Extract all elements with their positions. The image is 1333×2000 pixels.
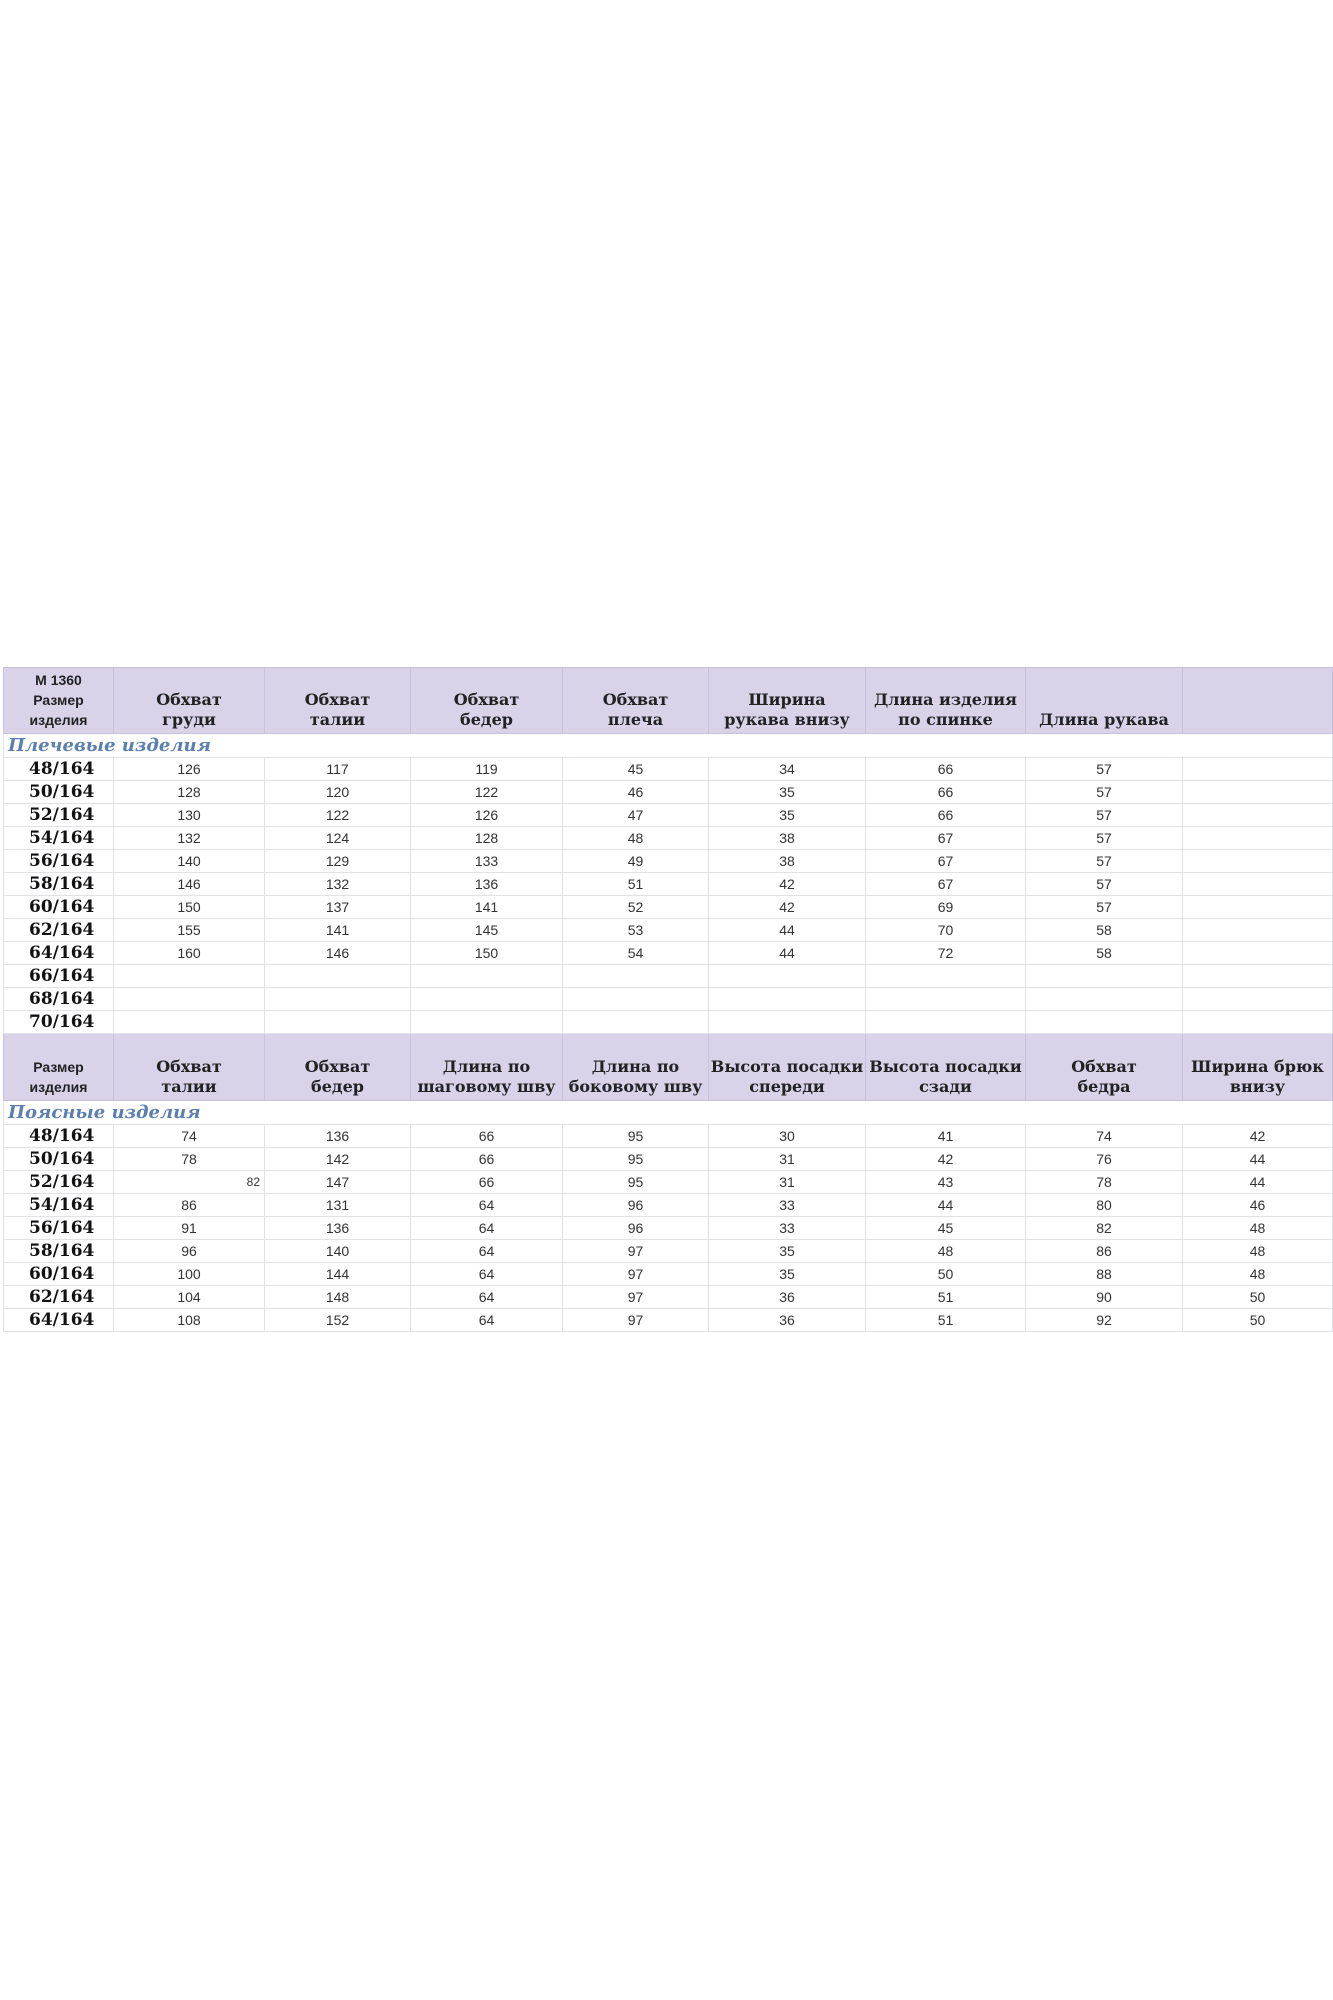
column-header [114,1034,265,1101]
value-cell [1183,988,1333,1011]
value-cell: 34 [709,758,866,781]
value-cell: 96 [114,1240,265,1263]
value-cell: 128 [114,781,265,804]
lower-header-row [4,1034,1333,1101]
column-header [1026,668,1183,734]
size-cell: 54/164 [4,1194,114,1217]
value-cell [1183,804,1333,827]
value-cell: 150 [114,896,265,919]
value-cell: 91 [114,1217,265,1240]
column-header-line: шаговому шву [417,1077,556,1096]
size-cell: 70/164 [4,1011,114,1034]
table-row [4,919,1333,942]
value-cell: 95 [563,1171,709,1194]
value-cell: 66 [866,804,1026,827]
value-cell: 82 [1026,1217,1183,1240]
value-cell: 42 [1183,1125,1333,1148]
value-cell: 35 [709,781,866,804]
value-cell [265,1011,411,1034]
value-cell: 160 [114,942,265,965]
value-cell: 66 [411,1171,563,1194]
value-cell: 48 [1183,1240,1333,1263]
column-header-line: спереди [749,1077,825,1096]
value-cell: 150 [411,942,563,965]
value-cell: 97 [563,1263,709,1286]
value-cell: 46 [563,781,709,804]
value-cell [1183,1011,1333,1034]
value-cell: 43 [866,1171,1026,1194]
column-header-line: Обхват [304,690,371,709]
size-cell: 56/164 [4,850,114,873]
table-row [4,1240,1333,1263]
size-cell: 56/164 [4,1217,114,1240]
table-row [4,965,1333,988]
table-row [4,1011,1333,1034]
value-cell: 132 [265,873,411,896]
upper-section-row [4,734,1333,758]
size-cell: 52/164 [4,1171,114,1194]
value-cell [411,965,563,988]
value-cell: 92 [1026,1309,1183,1332]
value-cell: 51 [866,1286,1026,1309]
column-header-line: Обхват [156,690,222,709]
value-cell: 136 [411,873,563,896]
value-cell: 49 [563,850,709,873]
value-cell: 64 [411,1286,563,1309]
value-cell: 44 [1183,1148,1333,1171]
value-cell: 78 [1026,1171,1183,1194]
size-cell: 48/164 [4,758,114,781]
table-row [4,804,1333,827]
value-cell: 57 [1026,781,1183,804]
size-column-header [4,1034,114,1101]
value-cell: 51 [866,1309,1026,1332]
table-row [4,988,1333,1011]
value-cell: 146 [114,873,265,896]
column-header-line: Обхват [1071,1057,1137,1076]
table-row [4,850,1333,873]
value-cell: 48 [563,827,709,850]
size-cell: 50/164 [4,781,114,804]
column-header-line: бедер [460,710,513,729]
value-cell [563,965,709,988]
value-cell: 152 [265,1309,411,1332]
value-cell: 124 [265,827,411,850]
value-cell: 31 [709,1148,866,1171]
value-cell: 30 [709,1125,866,1148]
size-cell: 54/164 [4,827,114,850]
value-cell: 44 [709,942,866,965]
value-cell: 117 [265,758,411,781]
value-cell [1183,781,1333,804]
column-header [866,668,1026,734]
value-cell: 52 [563,896,709,919]
value-cell: 86 [114,1194,265,1217]
value-cell: 82 [114,1171,265,1194]
size-cell: 62/164 [4,919,114,942]
value-cell: 69 [866,896,1026,919]
value-cell: 96 [563,1217,709,1240]
value-cell [709,988,866,1011]
value-cell [1183,942,1333,965]
value-cell [563,1011,709,1034]
table-row [4,1217,1333,1240]
table-row [4,1309,1333,1332]
value-cell: 137 [265,896,411,919]
column-header-line: Ширина [748,690,826,709]
value-cell: 44 [709,919,866,942]
value-cell [1183,896,1333,919]
table-row [4,781,1333,804]
column-header-line: Длина рукава [1039,710,1169,729]
value-cell: 33 [709,1217,866,1240]
column-header-line: боковому шву [568,1077,703,1096]
table-row [4,827,1333,850]
value-cell: 64 [411,1217,563,1240]
table-row [4,1286,1333,1309]
value-cell: 48 [1183,1263,1333,1286]
value-cell: 35 [709,1263,866,1286]
value-cell: 64 [411,1194,563,1217]
value-cell: 80 [1026,1194,1183,1217]
table-row [4,896,1333,919]
value-cell: 66 [411,1125,563,1148]
value-cell [1183,965,1333,988]
value-cell: 66 [866,758,1026,781]
size-cell: 68/164 [4,988,114,1011]
value-cell: 57 [1026,758,1183,781]
value-cell: 146 [265,942,411,965]
value-cell: 140 [114,850,265,873]
size-cell: 58/164 [4,873,114,896]
column-header [265,1034,411,1101]
column-header-line: рукава внизу [724,710,850,729]
size-cell: 62/164 [4,1286,114,1309]
value-cell: 140 [265,1240,411,1263]
value-cell: 95 [563,1148,709,1171]
value-cell: 64 [411,1240,563,1263]
value-cell: 64 [411,1309,563,1332]
value-cell: 74 [114,1125,265,1148]
value-cell [709,965,866,988]
value-cell: 33 [709,1194,866,1217]
value-cell: 90 [1026,1286,1183,1309]
size-cell: 60/164 [4,896,114,919]
value-cell: 97 [563,1309,709,1332]
table-row [4,758,1333,781]
value-cell: 67 [866,873,1026,896]
value-cell [411,988,563,1011]
size-cell: 64/164 [4,942,114,965]
size-header-line: Размер [33,1059,84,1075]
value-cell [709,1011,866,1034]
value-cell [1183,919,1333,942]
value-cell [1183,873,1333,896]
value-cell [866,988,1026,1011]
value-cell: 66 [411,1148,563,1171]
value-cell: 42 [709,873,866,896]
column-header [1026,1034,1183,1101]
column-header-line: плеча [607,710,664,729]
column-header [563,1034,709,1101]
value-cell: 95 [563,1125,709,1148]
column-header-line: груди [162,710,216,729]
value-cell: 97 [563,1240,709,1263]
column-header-line: Высота посадки [869,1057,1022,1076]
value-cell: 97 [563,1286,709,1309]
column-header-line: Длина по [591,1057,680,1076]
size-cell: 52/164 [4,804,114,827]
value-cell: 129 [265,850,411,873]
value-cell: 36 [709,1309,866,1332]
column-header [411,668,563,734]
column-header [411,1034,563,1101]
value-cell: 144 [265,1263,411,1286]
size-cell: 58/164 [4,1240,114,1263]
value-cell [1183,758,1333,781]
table-row [4,942,1333,965]
value-cell: 42 [866,1148,1026,1171]
size-header-line: Размер [33,692,84,708]
value-cell: 46 [1183,1194,1333,1217]
value-cell: 136 [265,1217,411,1240]
size-cell: 64/164 [4,1309,114,1332]
value-cell: 108 [114,1309,265,1332]
value-cell: 142 [265,1148,411,1171]
value-cell: 53 [563,919,709,942]
column-header-line: по спинке [898,710,993,729]
value-cell: 72 [866,942,1026,965]
value-cell: 38 [709,827,866,850]
value-cell [866,965,1026,988]
lower-section-row [4,1101,1333,1125]
value-cell: 57 [1026,873,1183,896]
value-cell [1183,827,1333,850]
value-cell: 70 [866,919,1026,942]
column-header-line: Ширина брюк [1191,1057,1324,1076]
value-cell: 51 [563,873,709,896]
value-cell: 35 [709,804,866,827]
value-cell: 88 [1026,1263,1183,1286]
value-cell: 130 [114,804,265,827]
value-cell: 141 [411,896,563,919]
column-header [1183,668,1333,734]
value-cell: 44 [1183,1171,1333,1194]
value-cell: 76 [1026,1148,1183,1171]
table-row [4,1194,1333,1217]
value-cell: 38 [709,850,866,873]
value-cell: 41 [866,1125,1026,1148]
column-header-line: Длина по [442,1057,531,1076]
column-header-line: бедра [1077,1077,1131,1096]
value-cell: 48 [1183,1217,1333,1240]
value-cell: 145 [411,919,563,942]
column-header-line: сзади [919,1077,972,1096]
table-row [4,873,1333,896]
value-cell: 122 [265,804,411,827]
value-cell: 104 [114,1286,265,1309]
column-header-line: Обхват [453,690,520,709]
value-cell: 64 [411,1263,563,1286]
value-cell: 126 [411,804,563,827]
column-header-line: талии [161,1077,217,1096]
value-cell: 57 [1026,850,1183,873]
value-cell [114,1011,265,1034]
column-header-line: Длина изделия [874,690,1017,709]
value-cell [563,988,709,1011]
value-cell: 31 [709,1171,866,1194]
value-cell [1026,988,1183,1011]
section-label: Поясные изделия [4,1101,1333,1125]
value-cell: 126 [114,758,265,781]
section-label: Плечевые изделия [4,734,1333,758]
value-cell: 58 [1026,919,1183,942]
value-cell: 57 [1026,804,1183,827]
value-cell: 96 [563,1194,709,1217]
table-row [4,1125,1333,1148]
column-header-line: Обхват [602,690,669,709]
column-header-line: бедер [311,1077,364,1096]
value-cell: 155 [114,919,265,942]
column-header [563,668,709,734]
value-cell [265,965,411,988]
size-header-line: изделия [29,1079,88,1095]
value-cell: 132 [114,827,265,850]
value-cell [114,965,265,988]
column-header [709,1034,866,1101]
column-header-line: талии [309,710,366,729]
size-chart [3,667,1332,1332]
column-header [114,668,265,734]
column-header [265,668,411,734]
value-cell: 66 [866,781,1026,804]
size-cell: 66/164 [4,965,114,988]
column-header [1183,1034,1333,1101]
value-cell: 58 [1026,942,1183,965]
size-table [3,667,1333,1332]
value-cell: 35 [709,1240,866,1263]
model-number: М 1360 [35,672,82,688]
value-cell: 86 [1026,1240,1183,1263]
value-cell: 67 [866,827,1026,850]
value-cell: 45 [563,758,709,781]
value-cell: 136 [265,1125,411,1148]
table-row [4,1148,1333,1171]
column-header-line: Высота посадки [710,1057,864,1076]
value-cell: 42 [709,896,866,919]
value-cell: 50 [866,1263,1026,1286]
value-cell: 133 [411,850,563,873]
value-cell: 45 [866,1217,1026,1240]
value-cell: 54 [563,942,709,965]
size-header-line: изделия [29,712,88,728]
value-cell: 131 [265,1194,411,1217]
value-cell [866,1011,1026,1034]
value-cell: 50 [1183,1309,1333,1332]
value-cell: 148 [265,1286,411,1309]
value-cell [411,1011,563,1034]
value-cell: 36 [709,1286,866,1309]
size-cell: 60/164 [4,1263,114,1286]
column-header-line: внизу [1229,1077,1286,1096]
size-column-header [4,668,114,734]
value-cell: 47 [563,804,709,827]
upper-header-row [4,668,1333,734]
value-cell: 67 [866,850,1026,873]
value-cell [265,988,411,1011]
column-header-line: Обхват [156,1057,222,1076]
value-cell: 128 [411,827,563,850]
value-cell [1026,1011,1183,1034]
column-header [709,668,866,734]
value-cell: 119 [411,758,563,781]
value-cell: 44 [866,1194,1026,1217]
table-row [4,1263,1333,1286]
value-cell: 57 [1026,827,1183,850]
value-cell: 122 [411,781,563,804]
value-cell: 57 [1026,896,1183,919]
value-cell [114,988,265,1011]
value-cell: 78 [114,1148,265,1171]
size-cell: 48/164 [4,1125,114,1148]
value-cell: 141 [265,919,411,942]
column-header-line: Обхват [304,1057,371,1076]
value-cell: 147 [265,1171,411,1194]
value-cell: 100 [114,1263,265,1286]
value-cell [1026,965,1183,988]
value-cell [1183,850,1333,873]
table-row [4,1171,1333,1194]
value-cell: 50 [1183,1286,1333,1309]
value-cell: 120 [265,781,411,804]
value-cell: 74 [1026,1125,1183,1148]
size-cell: 50/164 [4,1148,114,1171]
column-header [866,1034,1026,1101]
value-cell: 48 [866,1240,1026,1263]
